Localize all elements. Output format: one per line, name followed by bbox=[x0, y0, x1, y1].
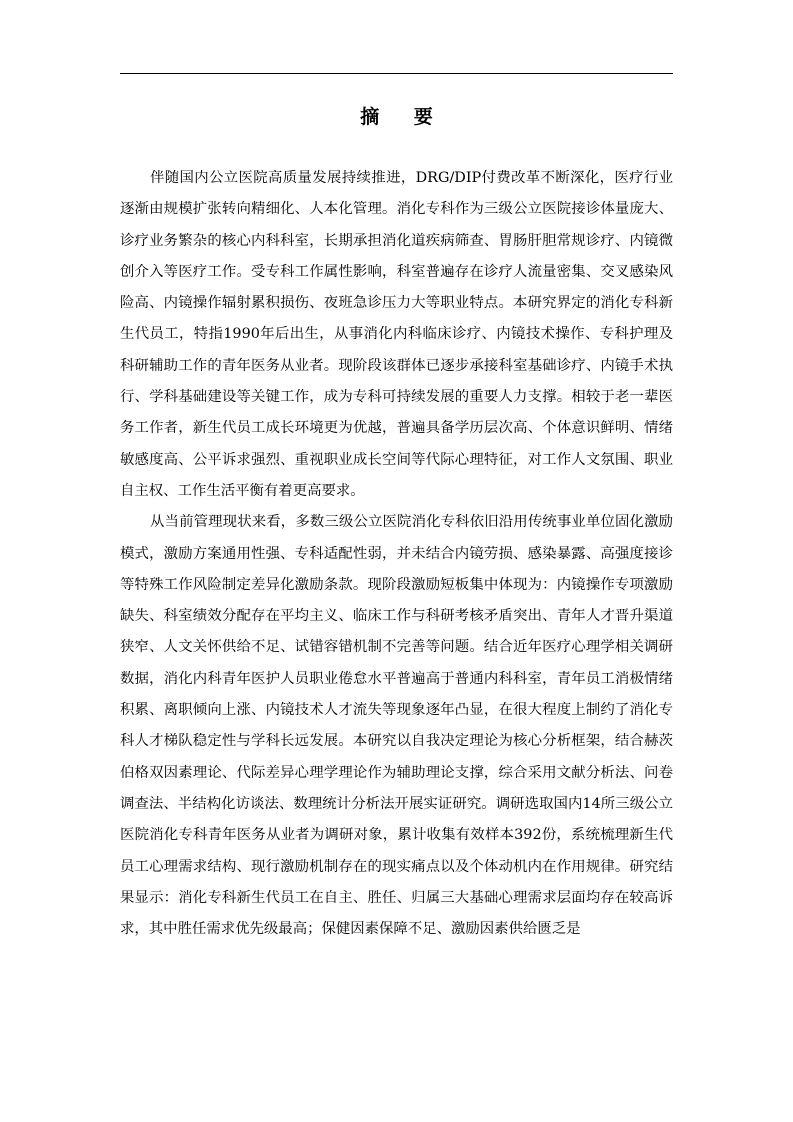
header-rule bbox=[120, 73, 673, 74]
page-title: 摘 要 bbox=[360, 106, 447, 128]
paragraph-2: 从当前管理现状来看，多数三级公立医院消化专科依旧沿用传统事业单位固化激励模式，激励方案通用性强、专科适配性弱，并未结合内镜劳损、感染暴露、高强度接诊等特殊工作风险制定差异化激励条款。现阶段激励短板集中体现为：内镜操作专项激励缺失、科室绩效分配存在平均主义、临床工作与科研考核矛盾突出、青年人才晋升渠道狭窄、人文关怀供给不足、试错容错机制不完善等问题。结合近年医疗心理学相关调研数据，消化内科青年医护人员职业倦怠水平普遍高于普通内科科室，青年员工消极情绪积累、离职倾向上涨、内镜技术人才流失等现象逐年凸显，在很大程度上制约了消化专科人才梯队稳定性与学科长远发展。本研究以自我决定理论为核心分析框架，结合赫茨伯格双因素理论、代际差异心理学理论作为辅助理论支撑，综合采用文献分析法、问卷调查法、半结构化访谈法、数理统计分析法开展实证研究。调研选取国内14所三级公立医院消化专科青年医务从业者为调研对象，累计收集有效样本392份，系统梳理新生代员工心理需求结构、现行激励机制存在的现实痛点以及个体动机内在作用规律。研究结果显示：消化专科新生代员工在自主、胜任、归属三大基础心理需求层面均存在较高诉求，其中胜任需求优先级最高；保健因素保障不足、激励因素供给匮乏是 bbox=[120, 514, 673, 938]
paragraph-1: 伴随国内公立医院高质量发展持续推进，DRG/DIP付费改革不断深化，医疗行业逐渐由规模扩张转向精细化、人本化管理。消化专科作为三级公立医院接诊体量庞大、诊疗业务繁杂的核心内科科室，长期承担消化道疾病筛查、胃肠肝胆常规诊疗、内镜微创介入等医疗工作。受专科工作属性影响，科室普遍存在诊疗人流量密集、交叉感染风险高、内镜操作辐射累积损伤、夜班急诊压力大等职业特点。本研究界定的消化专科新生代员工，特指1990年后出生，从事消化内科临床诊疗、内镜技术操作、专科护理及科研辅助工作的青年医务从业者。现阶段该群体已逐步承接科室基础诊疗、内镜手术执行、学科基础建设等关键工作，成为专科可持续发展的重要人力支撑。相较于老一辈医务工作者，新生代员工成长环境更为优越，普遍具备学历层次高、个体意识鲜明、情绪敏感度高、公平诉求强烈、重视职业成长空间等代际心理特征，对工作人文氛围、职业自主权、工作生活平衡有着更高要求。 bbox=[120, 170, 673, 499]
abstract-body bbox=[120, 163, 673, 945]
